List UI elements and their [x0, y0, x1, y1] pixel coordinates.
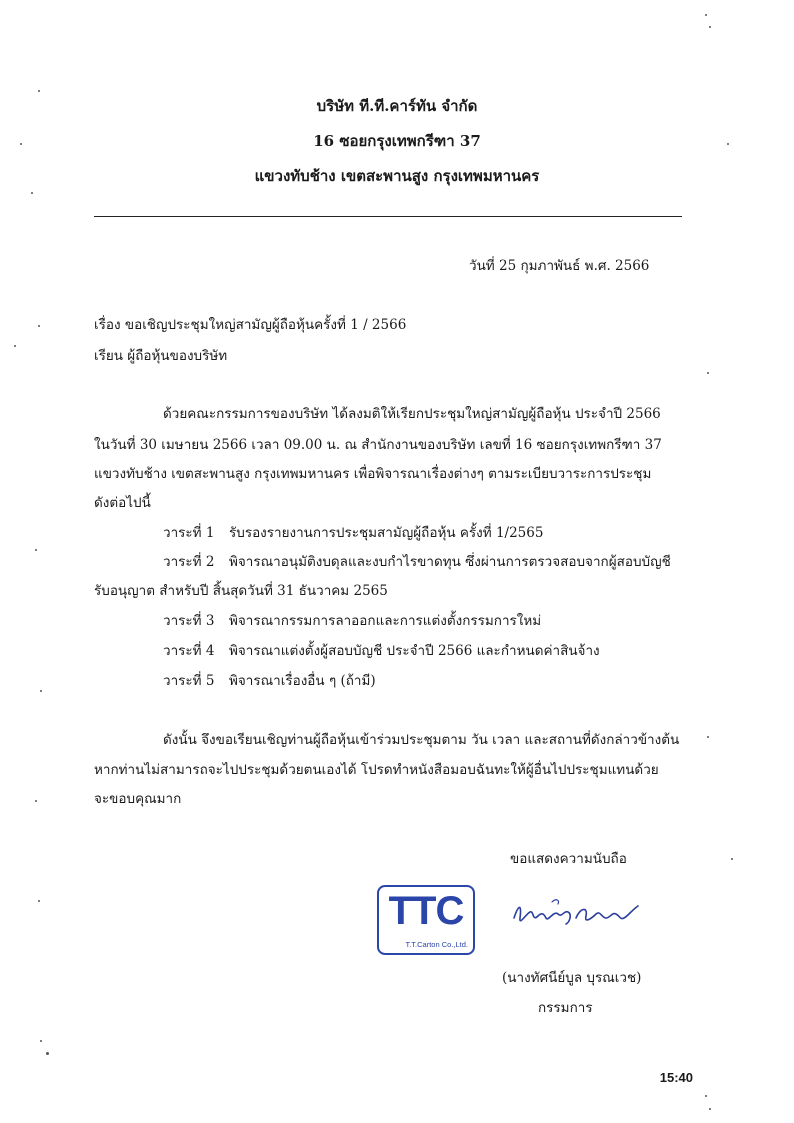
company-address-line1: 16 ซอยกรุงเทพกรีฑา 37 — [313, 132, 481, 150]
agenda-5-text: พิจารณาเรื่องอื่น ๆ (ถ้ามี) — [229, 673, 376, 689]
company-address-line2: แขวงทับช้าง เขตสะพานสูง กรุงเทพมหานคร — [254, 167, 540, 185]
agenda-5-label: วาระที่ 5 — [163, 673, 215, 689]
handwritten-signature — [508, 888, 648, 936]
intro-line-2: ในวันที่ 30 เมษายน 2566 เวลา 09.00 น. ณ สำนักงานของบริษัท เลขที่ 16 ซอยกรุงเทพกรีฑา 37 — [94, 437, 662, 453]
company-name: บริษัท ที.ที.คาร์ทัน จำกัด — [316, 97, 478, 115]
closing-line-1: ดังนั้น จึงขอเรียนเชิญท่านผู้ถือหุ้นเข้าร่วมประชุมตาม วัน เวลา และสถานที่ดังกล่าวข้างต้น — [163, 732, 680, 748]
agenda-2-label: วาระที่ 2 — [163, 554, 215, 570]
agenda-3-label: วาระที่ 3 — [163, 613, 215, 629]
letter-recipient: เรียน ผู้ถือหุ้นของบริษัท — [94, 348, 228, 364]
stamp-company-name: T.T.Carton Co.,Ltd. — [405, 940, 468, 949]
letter-date: วันที่ 25 กุมภาพันธ์ พ.ศ. 2566 — [469, 258, 650, 274]
agenda-2-continuation: รับอนุญาต สำหรับปี สิ้นสุดวันที่ 31 ธันวาคม 2565 — [94, 583, 388, 599]
stamp-logo-text: TTC — [388, 889, 464, 933]
agenda-1-label: วาระที่ 1 — [163, 525, 215, 541]
company-stamp — [377, 885, 475, 955]
agenda-4-label: วาระที่ 4 — [163, 643, 215, 659]
closing-regards: ขอแสดงความนับถือ — [510, 851, 627, 867]
agenda-2-text: พิจารณาอนุมัติงบดุลและงบกำไรขาดทุน ซึ่งผ่านการตรวจสอบจากผู้สอบบัญชี — [229, 554, 671, 570]
agenda-1-text: รับรองรายงานการประชุมสามัญผู้ถือหุ้น ครั้งที่ 1/2565 — [229, 525, 544, 541]
intro-line-3: แขวงทับช้าง เขตสะพานสูง กรุงเทพมหานคร เพื่อพิจารณาเรื่องต่างๆ ตามระเบียบวาระการประชุม — [94, 466, 652, 482]
signatory-position: กรรมการ — [538, 1000, 593, 1016]
letter-subject: เรื่อง ขอเชิญประชุมใหญ่สามัญผู้ถือหุ้นครั้งที่ 1 / 2566 — [94, 317, 407, 333]
closing-line-2: หากท่านไม่สามารถจะไปประชุมด้วยตนเองได้ โปรดทำหนังสือมอบฉันทะให้ผู้อื่นไปประชุมแทนด้วย — [94, 762, 659, 778]
closing-line-3: จะขอบคุณมาก — [94, 791, 182, 807]
scan-timestamp: 15:40 — [659, 1070, 693, 1085]
agenda-3-text: พิจารณากรรมการลาออกและการแต่งตั้งกรรมการใหม่ — [229, 613, 542, 629]
agenda-4-text: พิจารณาแต่งตั้งผู้สอบบัญชี ประจำปี 2566 และกำหนดค่าสินจ้าง — [229, 643, 600, 659]
intro-line-1: ด้วยคณะกรรมการของบริษัท ได้ลงมติให้เรียกประชุมใหญ่สามัญผู้ถือหุ้น ประจำปี 2566 — [163, 406, 661, 422]
header-divider — [94, 216, 682, 217]
signatory-name: (นางทัศนีย์บูล บุรณเวช) — [502, 970, 642, 986]
intro-line-4: ดังต่อไปนี้ — [94, 495, 151, 511]
